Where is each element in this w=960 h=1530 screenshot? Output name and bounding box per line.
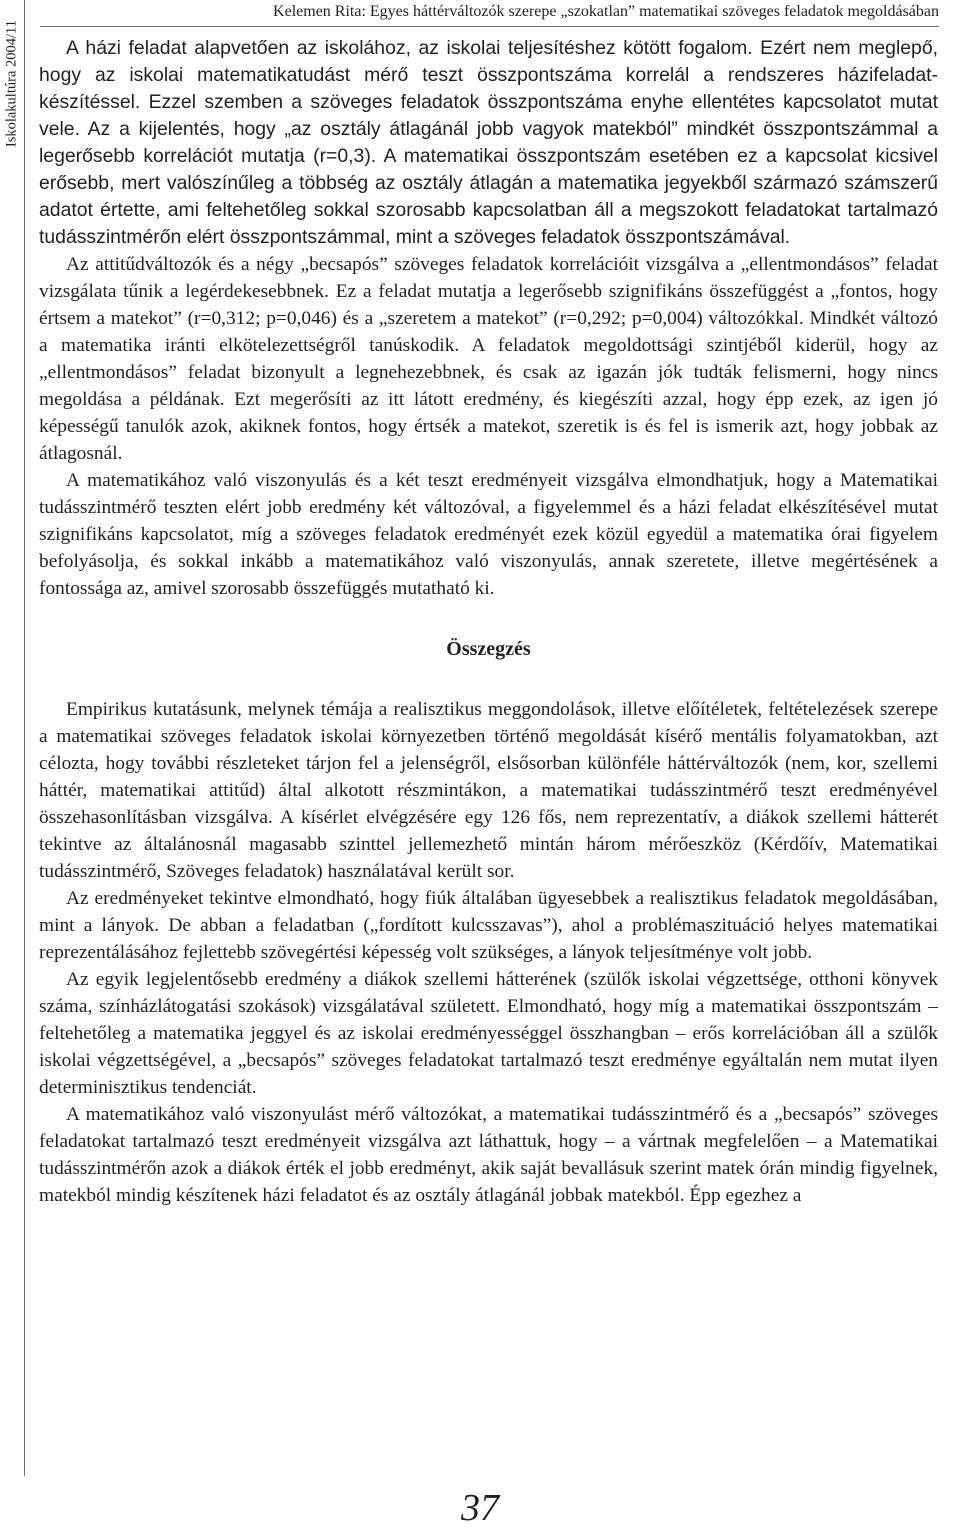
journal-sidebar (0, 0, 25, 1476)
paragraph: Az attitűdváltozók és a négy „becsapós” szöveges feladatok korrelációit vizsgálva a „ellentmondásos” feladat vizsgálata tűnik a legérdekesebbnek. Ez a feladat mutatja a legerősebb szignifikáns összefüggést a „fontos, hogy értsem a matekot” (r=0,312; p=0,046) és a „szeretem a matekot” (r=0,292; p=0,004) változókkal. Mindkét változó a matematika iránti elkötelezettségről tanúskodik. A feladatok megoldottsági szintjéből kiderül, hogy az „ellentmondásos” feladat bizonyult a legnehezebbnek, és csak az igazán jók tudták felismerni, hogy nincs megoldása a példának. Ezt megerősíti az itt látott eredmény, és kiegészíti azzal, hogy épp ezek, az igen jó képességű tanulók azok, akiknek fontos, hogy értsék a matekot, szeretik is és fel is ismerik azt, hogy jobbak az átlagosnál. (39, 254, 938, 464)
running-header: Kelemen Rita: Egyes háttérváltozók szerepe „szokatlan” matematikai szöveges feladatok megoldásában (273, 3, 939, 20)
paragraph: A házi feladat alapvetően az iskolához, az iskolai teljesítéshez kötött fogalom. Ezért nem meglepő, hogy az iskolai matematikatudást mérő teszt összpontszáma korrelál a rendszeres házifeladat-készítéssel. Ezzel szemben a szöveges feladatok összpontszáma enyhe ellentétes kapcsolatot mutat vele. Az a kijelentés, hogy „az osztály átlagánál jobb vagyok matekból” mindkét összpontszámmal a legerősebb korrelációt mutatja (r=0,3). A matematikai összpontszám esetében ez a kapcsolat kicsivel erősebb, mert valószínűleg a többség az osztály átlagán a matematika jegyekből származó számszerű adatot értette, ami feltehetőleg sokkal szorosabb kapcsolatban áll a megszokott feladatokat tartalmazó tudásszintmérőn elért összpontszámmal, mint a szöveges feladatok összpontszámával. (39, 37, 938, 248)
paragraph: A matematikához való viszonyulást mérő változókat, a matematikai tudásszintmérő és a „becsapós” szöveges feladatokat tartalmazó teszt eredményeit vizsgálva azt láthattuk, hogy – a vártnak megfelelően – a Matematikai tudásszintmérőn azok a diákok érték el jobb eredményt, akik saját bevallásuk szerint matek órán mindig figyelnek, matekból mindig készítenek házi feladatot és az osztály átlagánál jobbak matekból. Épp egezhez a (39, 1104, 938, 1206)
paragraph: Az eredményeket tekintve elmondható, hogy fiúk általában ügyesebbek a realisztikus feladatok megoldásában, mint a lányok. De abban a feladatban („fordított kulcsszavas”), ahol a problémaszituáció helyes matematikai reprezentálásához fejlettebb szövegértési képesség volt szükséges, a lányok teljesítménye volt jobb. (39, 888, 938, 963)
paragraph: Az egyik legjelentősebb eredmény a diákok szellemi hátterének (szülők iskolai végzettsége, otthoni könyvek száma, színházlátogatási szokások) vizsgálatával született. Elmondható, hogy míg a matematikai összpontszám – feltehetőleg a matematika jeggyel és az iskolai eredményességgel összhangban – erős korrelációban áll a szülők iskolai végzettségével, a „becsapós” szöveges feladatokat tartalmazó teszt eredménye egyáltalán nem mutat ilyen determinisztikus tendenciát. (39, 969, 938, 1098)
journal-issue-label: Iskolakultúra 2004/11 (3, 20, 20, 148)
page-number: 37 (461, 1487, 499, 1529)
paragraph: A matematikához való viszonyulás és a két teszt eredményeit vizsgálva elmondhatjuk, hogy a Matematikai tudásszintmérő teszten elért jobb eredmény két változóval, a figyelemmel és a házi feladat elkészítésével mutat szignifikáns kapcsolatot, míg a szöveges feladatok eredményét ezek közül egyedül a matematika órai figyelem befolyásolja, és sokkal inkább a matematikához való viszonyulás, annak szeretete, illetve megértésének a fontossága az, amivel szorosabb összefüggés mutatható ki. (39, 470, 938, 599)
paragraph: Empirikus kutatásunk, melynek témája a realisztikus meggondolások, illetve előítéletek, feltételezések szerepe a matematikai szöveges feladatok iskolai környezetben történő megoldását kísérő mentális folyamatokban, azt célozta, hogy további részleteket tárjon fel a jelenségről, elsősorban különféle háttérváltozók (nem, kor, szellemi háttér, matematikai attitűd) által alkotott részmintákon, a matematikai tudásszintmérő teszt eredményével összehasonlításban vizsgálva. A kísérlet elvégzésére egy 126 fős, nem reprezentatív, a diákok szellemi hátterét tekintve az általánosnál magasabb szinttel jellemezhető mintán három mérőeszköz (Kérdőív, Matematikai tudásszintmérő, Szöveges feladatok) használatával került sor. (39, 699, 938, 882)
header-divider (40, 26, 939, 27)
article-body (39, 35, 938, 1209)
section-heading: Összegzés (446, 638, 531, 660)
